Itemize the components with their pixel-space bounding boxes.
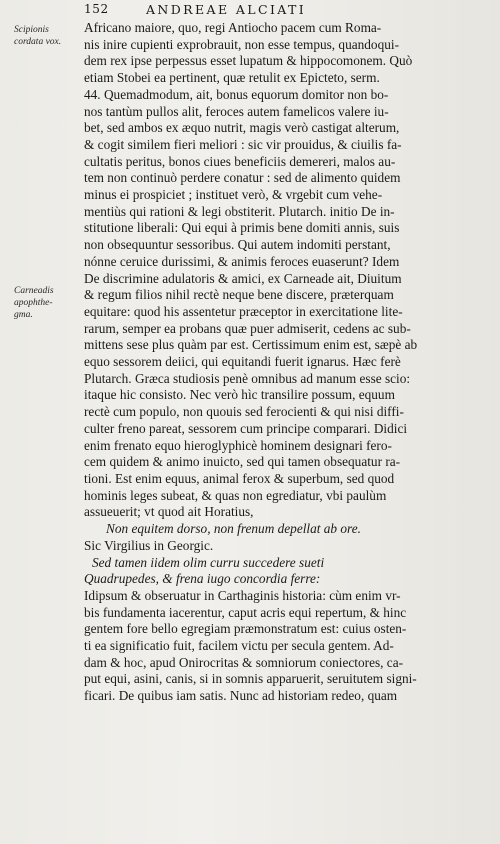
margin-note-scipionis	[14, 24, 84, 48]
text-line: cem quidem & animo inuicto, sed qui tamen obsequatur ra-	[84, 454, 401, 470]
text-line: ti ea significatio fuit, facilem victu per secula gentem. Ad-	[84, 638, 394, 654]
text-line: assueuerit; vt quod ait Horatius,	[84, 504, 254, 520]
text-line: stitutione liberali: Qui equi à primis bene domiti annis, suis	[84, 220, 400, 236]
text-line: nos tantùm pullos alit, feroces autem famelicos valere iu-	[84, 103, 389, 119]
margin-note-line: gma.	[14, 310, 33, 320]
margin-note-line: Scipionis	[14, 25, 49, 35]
text-line: mentiùs qui rationi & legi obstiterit. Plutarch. initio De in-	[84, 203, 395, 219]
page-header	[84, 2, 484, 20]
text-line: tem non continuò perdere conatur : sed de alimento quidem	[84, 170, 401, 186]
main-text	[84, 20, 498, 705]
text-line: Africano maiore, quo, regi Antiocho pacem cum Roma-	[84, 20, 382, 35]
margin-note-line: apophthe-	[14, 298, 53, 308]
text-line: & cogit similem fieri meliori : sic vir prouidus, & ciuilis fa-	[84, 136, 402, 152]
verse-line: Quadrupedes, & frena iugo concordia ferre:	[84, 571, 321, 587]
margin-note-carneadis	[14, 285, 84, 321]
text-line: culter freno pareat, sessorem cum principe comparari. Didici	[84, 420, 408, 436]
text-line: bis fundamenta iacerentur, caput acris equi repertum, & hinc	[84, 604, 407, 620]
closing-paragraph	[84, 588, 498, 705]
text-line: mittens sese plus quàm par est. Certissimum enim est, sæpè ab	[84, 337, 418, 353]
text-line: rectè cum populo, non quouis sed ferocienti & qui nisi diffi-	[84, 404, 404, 420]
text-line: dem rex ipse perpessus esset lupatum & hippocomonem. Quò	[84, 53, 413, 69]
text-line: bet, sed ambos ex æquo nutrit, magis verò castigat alterum,	[84, 120, 400, 136]
page-number: 152	[84, 2, 109, 16]
text-line: cultatis peritus, bonos ciues beneficiis demereri, malos au-	[84, 153, 396, 169]
text-line: equitare: quod his assentetur præceptor in exercitatione lite-	[84, 303, 403, 319]
body-paragraph	[84, 20, 498, 521]
text-line: Plutarch. Græca studiosis penè omnibus ad manum esse scio:	[84, 370, 411, 386]
text-line: gentem fore bello egregiam præmonstratum est: cuius osten-	[84, 621, 407, 637]
text-line: dam & hoc, apud Onirocritas & somniorum coniectores, ca-	[84, 654, 404, 670]
text-line: hominis leges subeat, & quas non egrediatur, vbi paulùm	[84, 487, 387, 503]
text-line: minus ei prospiciet ; instituet verò, & vrgebit cum vehe-	[84, 187, 383, 203]
text-line: etiam Stobei ea pertinent, quæ retulit ex Epicteto, serm.	[84, 70, 380, 86]
text-line: tioni. Est enim equus, animal ferox & superbum, sed quod	[84, 470, 395, 486]
verse-horace: Non equitem dorso, non frenum depellat ab ore.	[106, 521, 361, 537]
margin-note-line: Carneadis	[14, 286, 54, 296]
text-line: Idipsum & obseruatur in Carthaginis historia: cùm enim vr-	[84, 587, 401, 603]
text-line: non obsequuntur sessoribus. Qui autem indomiti perstant,	[84, 237, 391, 253]
intro-line: Sic Virgilius in Georgic.	[84, 537, 214, 553]
text-line: itaque hic consisto. Nec verò hìc transilire possum, equum	[84, 387, 395, 403]
margin-note-line: cordata vox.	[14, 37, 62, 47]
text-line: ficari. De quibus iam satis. Nunc ad historiam redeo, quam	[84, 688, 398, 704]
text-line: De discrimine adulatoris & amici, ex Carneade ait, Diuitum	[84, 270, 402, 286]
text-line: enim frenato equo hieroglyphicè hominem designari fero-	[84, 437, 392, 453]
text-line: nónne ceruice durissimi, & animis feroces euaserunt? Idem	[84, 253, 400, 269]
text-line: equo sessorem deiici, qui equitandi fuerit ignarus. Hæc ferè	[84, 354, 401, 370]
verse-line: Sed tamen iidem olim curru succedere sueti	[92, 554, 325, 570]
text-line: put equi, asini, canis, si in somnis apparuerit, seruitutem signi-	[84, 671, 417, 687]
text-line: nis inire cupienti exprobrauit, non esse tempus, quandoqui-	[84, 36, 399, 52]
text-line: & regum filios nihil rectè neque bene discere, præterquam	[84, 287, 394, 303]
text-line: 44. Quemadmodum, ait, bonus equorum domitor non bo-	[84, 86, 389, 102]
running-head: ANDREAE ALCIATI	[146, 2, 307, 17]
text-line: rarum, semper ea probans quæ puer admiserit, cedens ac sub-	[84, 320, 411, 336]
